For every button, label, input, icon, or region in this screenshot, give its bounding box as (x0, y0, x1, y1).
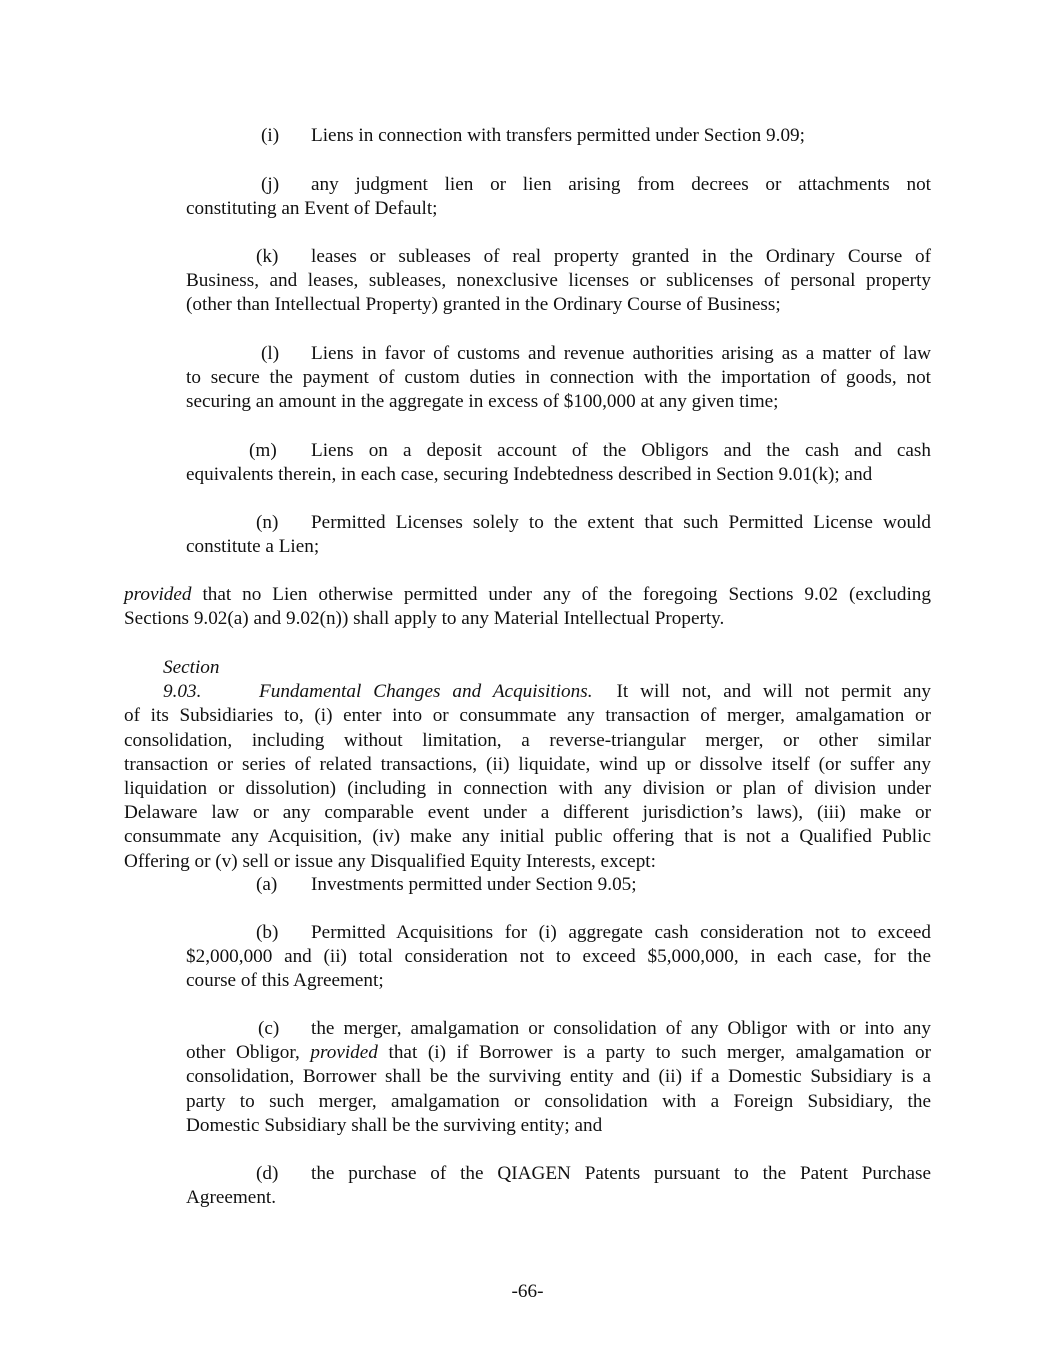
clause-9-03-b (186, 921, 931, 994)
clause-text: leases or subleases of real property granted in the Ordinary Course of (311, 246, 931, 267)
clause-italic: provided (310, 1042, 378, 1064)
section-text: Offering or (v) sell or issue any Disqualified Equity Interests, except: (124, 850, 656, 872)
clause-label: (c) (258, 1018, 280, 1039)
clause-text: party to such merger, amalgamation or consolidation with a Foreign Subsidiary, the (186, 1090, 931, 1112)
section-title: Fundamental Changes and Acquisitions. (259, 681, 593, 703)
clause-text: (other than Intellectual Property) granted in the Ordinary Course of Business; (186, 294, 781, 316)
clause-label: (b) (256, 922, 279, 943)
clause-label: (m) (249, 440, 277, 461)
section-text: It will not, and will not permit any (616, 681, 932, 703)
clause-label: (l) (261, 343, 280, 364)
clause-text: equivalents therein, in each case, securing Indebtedness described in Section 9.01(k); and (186, 464, 873, 486)
clause-text: Domestic Subsidiary shall be the surviving entity; and (186, 1114, 603, 1136)
section-text: consummate any Acquisition, (iv) make any initial public offering that is not a Qualified Public (124, 826, 931, 848)
clause-label: (n) (256, 512, 279, 533)
clause-text: Business, and leases, subleases, nonexclusive licenses or sublicenses of personal property (186, 270, 931, 292)
clause-text: Agreement. (186, 1187, 277, 1209)
clause-text: securing an amount in the aggregate in excess of $100,000 at any given time; (186, 391, 779, 413)
clause-text: consolidation, Borrower shall be the surviving entity and (ii) if a Domestic Subsidiary is a (186, 1066, 931, 1088)
clause-9-03-a (186, 873, 931, 897)
clause-label: (i) (261, 125, 280, 146)
section-text: Delaware law or any comparable event under a different jurisdiction’s laws), (iii) make or (124, 802, 931, 824)
clause-label: (a) (256, 874, 278, 895)
clause-label: (k) (256, 246, 279, 267)
section-9-03 (124, 656, 931, 874)
page-number: -66- (511, 1281, 544, 1302)
clause-text: constitute a Lien; (186, 536, 320, 558)
section-number: Section 9.03. (163, 657, 220, 703)
section-text: consolidation, including without limitation, a reverse-triangular merger, or other similar (124, 729, 931, 751)
clause-text: $2,000,000 and (ii) total consideration not to exceed $5,000,000, in each case, for the (186, 946, 931, 968)
clause-text: Liens in connection with transfers permitted under Section 9.09; (311, 125, 805, 146)
section-text: liquidation or dissolution) (including in connection with any division or plan of division under (124, 778, 931, 800)
clause-text: Permitted Acquisitions for (i) aggregate cash consideration not to exceed (311, 922, 931, 943)
clause-label: (j) (261, 174, 280, 195)
clause-9-02-k (186, 245, 931, 318)
clause-9-02-i (186, 124, 931, 148)
clause-text: other Obligor, (186, 1042, 311, 1064)
clause-text: Liens on a deposit account of the Obligors and the cash and cash (311, 440, 931, 461)
clause-9-02-n (186, 511, 931, 559)
clause-text: the purchase of the QIAGEN Patents pursuant to the Patent Purchase (311, 1163, 931, 1184)
clause-label: (d) (256, 1163, 279, 1184)
clause-9-03-c (186, 1017, 931, 1138)
proviso-text: that no Lien otherwise permitted under any of the foregoing Sections 9.02 (excluding (191, 584, 931, 605)
section-text: transaction or series of related transactions, (ii) liquidate, wind up or dissolve itself (or suffer any (124, 753, 931, 775)
clause-9-02-j (186, 173, 931, 221)
proviso-paragraph (124, 583, 931, 631)
proviso-text: Sections 9.02(a) and 9.02(n)) shall apply to any Material Intellectual Property. (124, 608, 725, 630)
clause-text: constituting an Event of Default; (186, 198, 438, 220)
clause-text: Liens in favor of customs and revenue authorities arising as a matter of law (311, 343, 931, 364)
clause-9-02-m (186, 439, 931, 487)
clause-text: the merger, amalgamation or consolidation of any Obligor with or into any (311, 1018, 931, 1039)
clause-text: to secure the payment of custom duties in connection with the importation of goods, not (186, 367, 931, 389)
clause-9-02-l (186, 342, 931, 415)
proviso-italic: provided (124, 584, 192, 605)
clause-text: any judgment lien or lien arising from decrees or attachments not (311, 174, 931, 195)
clause-text: Investments permitted under Section 9.05; (311, 874, 637, 895)
section-text: of its Subsidiaries to, (i) enter into or consummate any transaction of merger, amalgamation or (124, 705, 931, 727)
clause-text: Permitted Licenses solely to the extent that such Permitted License would (311, 512, 931, 533)
clause-9-03-d (186, 1162, 931, 1210)
clause-text: course of this Agreement; (186, 970, 384, 992)
clause-text: that (i) if Borrower is a party to such merger, amalgamation or (377, 1042, 931, 1064)
